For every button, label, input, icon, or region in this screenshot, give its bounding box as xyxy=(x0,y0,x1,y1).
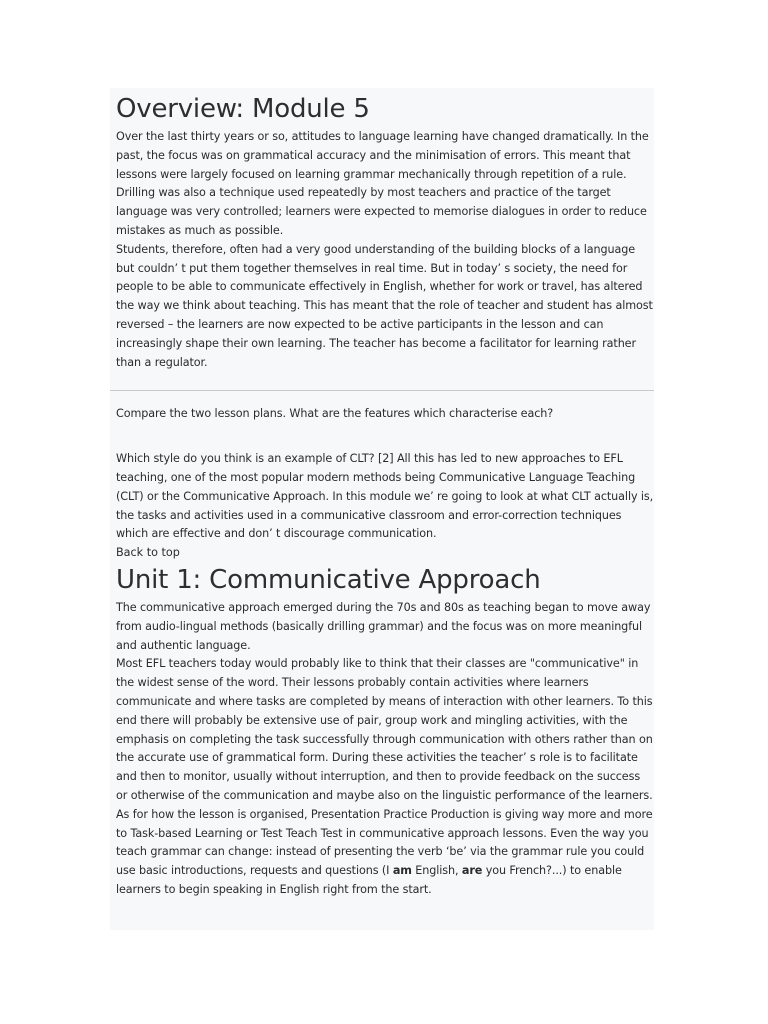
bold-word-are: are xyxy=(461,864,483,878)
clt-paragraph: Which style do you think is an example of CLT? [2] All this has led to new approaches to EFL teaching, one of the most popular modern methods being Communicative Language Teaching (CLT) or the Communicative Approach. In this module we’ re going to look at what CLT actually is, the tasks and activities used in a communicative classroom and error-correction techniques which are effective and don’ t discourage communication. xyxy=(116,452,654,541)
document-body xyxy=(110,88,654,930)
bold-word-am: am xyxy=(392,864,412,878)
unit-paragraph-3-text-c: you French?...) to enable learners to begin speaking in English right from the start. xyxy=(116,864,622,896)
page-title: Overview: Module 5 xyxy=(116,94,370,124)
unit-paragraph-1: The communicative approach emerged during the 70s and 80s as teaching began to move away from audio-lingual methods (basically drilling grammar) and the focus was on more meaningful and authentic language. xyxy=(116,600,651,652)
lesson-plans-question: Compare the two lesson plans. What are the features which characterise each? xyxy=(116,407,554,421)
overview-paragraph-2: Students, therefore, often had a very good understanding of the building blocks of a language but couldn’ t put them together themselves in real time. But in today’ s society, the need for people to be able to communicate effectively in English, whether for work or travel, has altered the way we think about teaching. This has meant that the role of teacher and student has almost reversed – the learners are now expected to be active participants in the lesson and can increasingly shape their own learning. The teacher has become a facilitator for learning rather than a regulator. xyxy=(116,242,653,369)
unit-paragraph-2: Most EFL teachers today would probably like to think that their classes are "communicative" in the widest sense of the word. Their lessons probably contain activities where learners communicate and where tasks are completed by means of interaction with other learners. To this end there will probably be extensive use of pair, group work and mingling activities, with the emphasis on completing the task successfully through communication with others rather than on the accurate use of grammatical form. During these activities the teacher’ s role is to facilitate and then to monitor, usually without interruption, and then to provide feedback on the success or otherwise of the communication and maybe also on the linguistic performance of the learners. xyxy=(116,657,653,802)
unit-paragraph-3-text-a: As for how the lesson is organised, Presentation Practice Production is giving way more and more to Task-based Learning or Test Teach Test in communicative approach lessons. Even the way you teach grammar can change: instead of presenting the verb ‘be’ via the grammar rule you could use basic introductions, requests and questions (I xyxy=(116,807,653,878)
unit-paragraph-3-text-b: English, xyxy=(411,864,462,878)
unit-title: Unit 1: Communicative Approach xyxy=(116,564,541,595)
section-divider xyxy=(110,390,654,391)
unit-paragraph-3 xyxy=(116,806,654,900)
back-to-top-link[interactable]: Back to top xyxy=(116,546,180,560)
overview-paragraph-1: Over the last thirty years or so, attitudes to language learning have changed dramatically. In the past, the focus was on grammatical accuracy and the minimisation of errors. This meant that lessons were largely focused on learning grammar mechanically through repetition of a rule. Drilling was also a technique used repeatedly by most teachers and practice of the target language was very controlled; learners were expected to memorise dialogues in order to reduce mistakes as much as possible. xyxy=(116,130,649,237)
